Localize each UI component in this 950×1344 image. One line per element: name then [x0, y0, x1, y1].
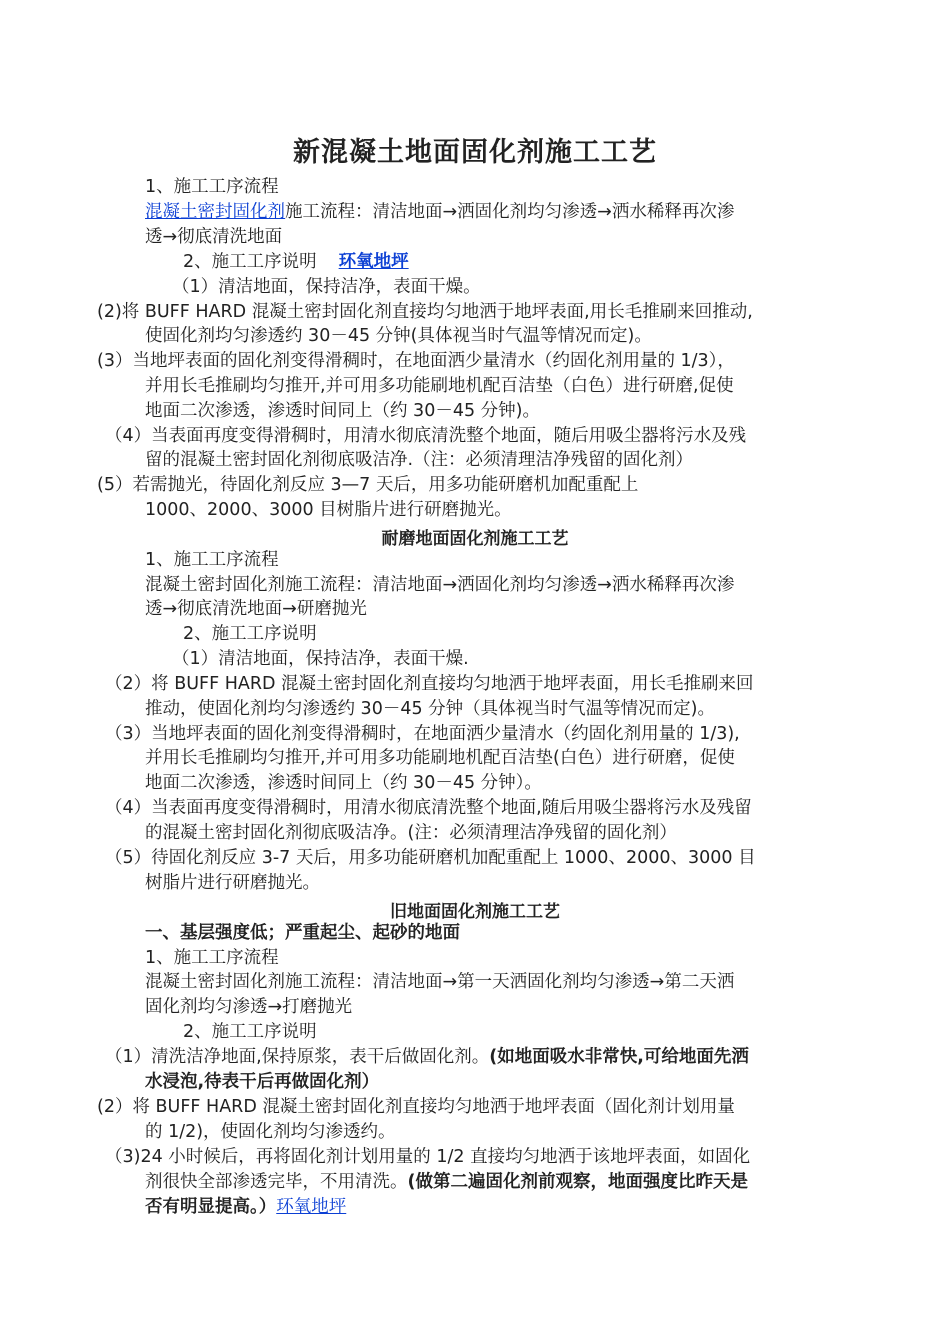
s1-step2: 2、施工工序说明 [183, 252, 317, 272]
s3-item2-cont: 的 1/2)，使固化剂均匀渗透约。 [145, 1122, 396, 1142]
s2-item3-cont1: 并用长毛推刷均匀推开,并可用多功能刷地机配百洁垫(白色）进行研磨，促使 [145, 748, 735, 768]
epoxy-floor-link-top[interactable]: 环氧地坪 [338, 252, 409, 272]
s2-item3-cont2: 地面二次渗透，渗透时间同上（约 30－45 分钟）。 [145, 773, 542, 793]
s1-item1: （1）清洁地面，保持洁净，表面干燥。 [172, 277, 481, 297]
s1-item2: (2)将 BUFF HARD 混凝土密封固化剂直接均匀地洒于地坪表面,用长毛推刷来回推动, [97, 302, 753, 322]
s3-item3: （3)24 小时候后，再将固化剂计划用量的 1/2 直接均匀地洒于该地坪表面，如固化 [105, 1147, 751, 1167]
s1-step2-line [183, 250, 409, 275]
s3-heading: 一、基层强度低；严重起尘、起砂的地面 [145, 923, 460, 943]
s3-item1-note-cont: 水浸泡,待表干后再做固化剂） [145, 1072, 380, 1092]
s3-item2: (2）将 BUFF HARD 混凝土密封固化剂直接均匀地洒于地坪表面（固化剂计划用量 [97, 1097, 735, 1117]
s3-step1: 1、施工工序流程 [145, 948, 279, 968]
s1-item3-cont2: 地面二次渗透，渗透时间同上（约 30－45 分钟)。 [145, 401, 540, 421]
s3-item1-note: (如地面吸水非常快,可给地面先洒 [489, 1047, 749, 1067]
s2-flow: 混凝土密封固化剂施工流程：清洁地面→洒固化剂均匀渗透→洒水稀释再次渗 [145, 575, 735, 595]
s2-item5-cont: 树脂片进行研磨抛光。 [145, 873, 320, 893]
concrete-sealer-link[interactable]: 混凝土密封固化剂 [145, 202, 285, 222]
s2-item2-cont: 推动，使固化剂均匀渗透约 30－45 分钟（具体视当时气温等情况而定)。 [145, 699, 715, 719]
s3-item3-text: 剂很快全部渗透完毕，不用清洗。 [145, 1172, 408, 1192]
s1-item4-cont: 留的混凝土密封固化剂彻底吸洁净.（注：必须清理洁净残留的固化剂） [145, 450, 694, 470]
s3-item3-note: (做第二遍固化剂前观察，地面强度比昨天是 [407, 1172, 748, 1192]
s1-item3: (3）当地坪表面的固化剂变得滑稠时，在地面洒少量清水（约固化剂用量的 1/3）， [97, 351, 735, 371]
s2-item2: （2）将 BUFF HARD 混凝土密封固化剂直接均匀地洒于地坪表面，用长毛推刷来回 [105, 674, 754, 694]
s2-item5: （5）待固化剂反应 3-7 天后，用多功能研磨机加配重配上 1000、2000、3000 目 [105, 848, 756, 868]
s3-flow: 混凝土密封固化剂施工流程：清洁地面→第一天洒固化剂均匀渗透→第二天洒 [145, 972, 735, 992]
s3-item3-cont [145, 1170, 748, 1195]
s1-step1: 1、施工工序流程 [145, 177, 279, 197]
s2-step2: 2、施工工序说明 [183, 624, 317, 644]
s1-flow-cont: 透→彻底清洗地面 [145, 227, 283, 247]
s2-title: 耐磨地面固化剂施工工艺 [381, 529, 569, 549]
s1-item4: （4）当表面再度变得滑稠时，用清水彻底清洗整个地面，随后用吸尘器将污水及残 [105, 426, 747, 446]
epoxy-floor-link-bottom[interactable]: 环氧地坪 [276, 1197, 347, 1217]
s2-item4-cont: 的混凝土密封固化剂彻底吸洁净。(注：必须清理洁净残留的固化剂） [145, 823, 677, 843]
s3-item1-text: （1）清洗洁净地面,保持原浆，表干后做固化剂。 [105, 1047, 490, 1067]
s3-step2: 2、施工工序说明 [183, 1022, 317, 1042]
s2-item1: （1）清洁地面，保持洁净，表面干燥. [172, 649, 469, 669]
s1-flow-line [145, 200, 734, 225]
s1-item2-cont: 使固化剂均匀渗透约 30－45 分钟(具体视当时气温等情况而定)。 [145, 326, 652, 346]
s1-item5: (5）若需抛光，待固化剂反应 3—7 天后，用多功能研磨机加配重配上 [97, 475, 639, 495]
s1-flow-text: 施工流程：清洁地面→洒固化剂均匀渗透→洒水稀释再次渗 [285, 202, 735, 222]
s3-title: 旧地面固化剂施工工艺 [390, 902, 560, 922]
s3-item3-note-cont: 否有明显提高。） [145, 1197, 277, 1217]
s2-flow-cont: 透→彻底清洗地面→研磨抛光 [145, 599, 367, 619]
s2-step1: 1、施工工序流程 [145, 550, 279, 570]
s2-item4: （4）当表面再度变得滑稠时，用清水彻底清洗整个地面,随后用吸尘器将污水及残留 [105, 798, 752, 818]
s2-item3: （3）当地坪表面的固化剂变得滑稠时，在地面洒少量清水（约固化剂用量的 1/3), [105, 724, 740, 744]
s1-item3-cont1: 并用长毛推刷均匀推开,并可用多功能刷地机配百洁垫（白色）进行研磨,促使 [145, 376, 734, 396]
doc-title: 新混凝土地面固化剂施工工艺 [293, 137, 657, 168]
s1-item5-cont: 1000、2000、3000 目树脂片进行研磨抛光。 [145, 500, 512, 520]
s3-item1 [105, 1045, 749, 1070]
s3-item3-end [145, 1195, 346, 1220]
s3-flow-cont: 固化剂均匀渗透→打磨抛光 [145, 997, 353, 1017]
